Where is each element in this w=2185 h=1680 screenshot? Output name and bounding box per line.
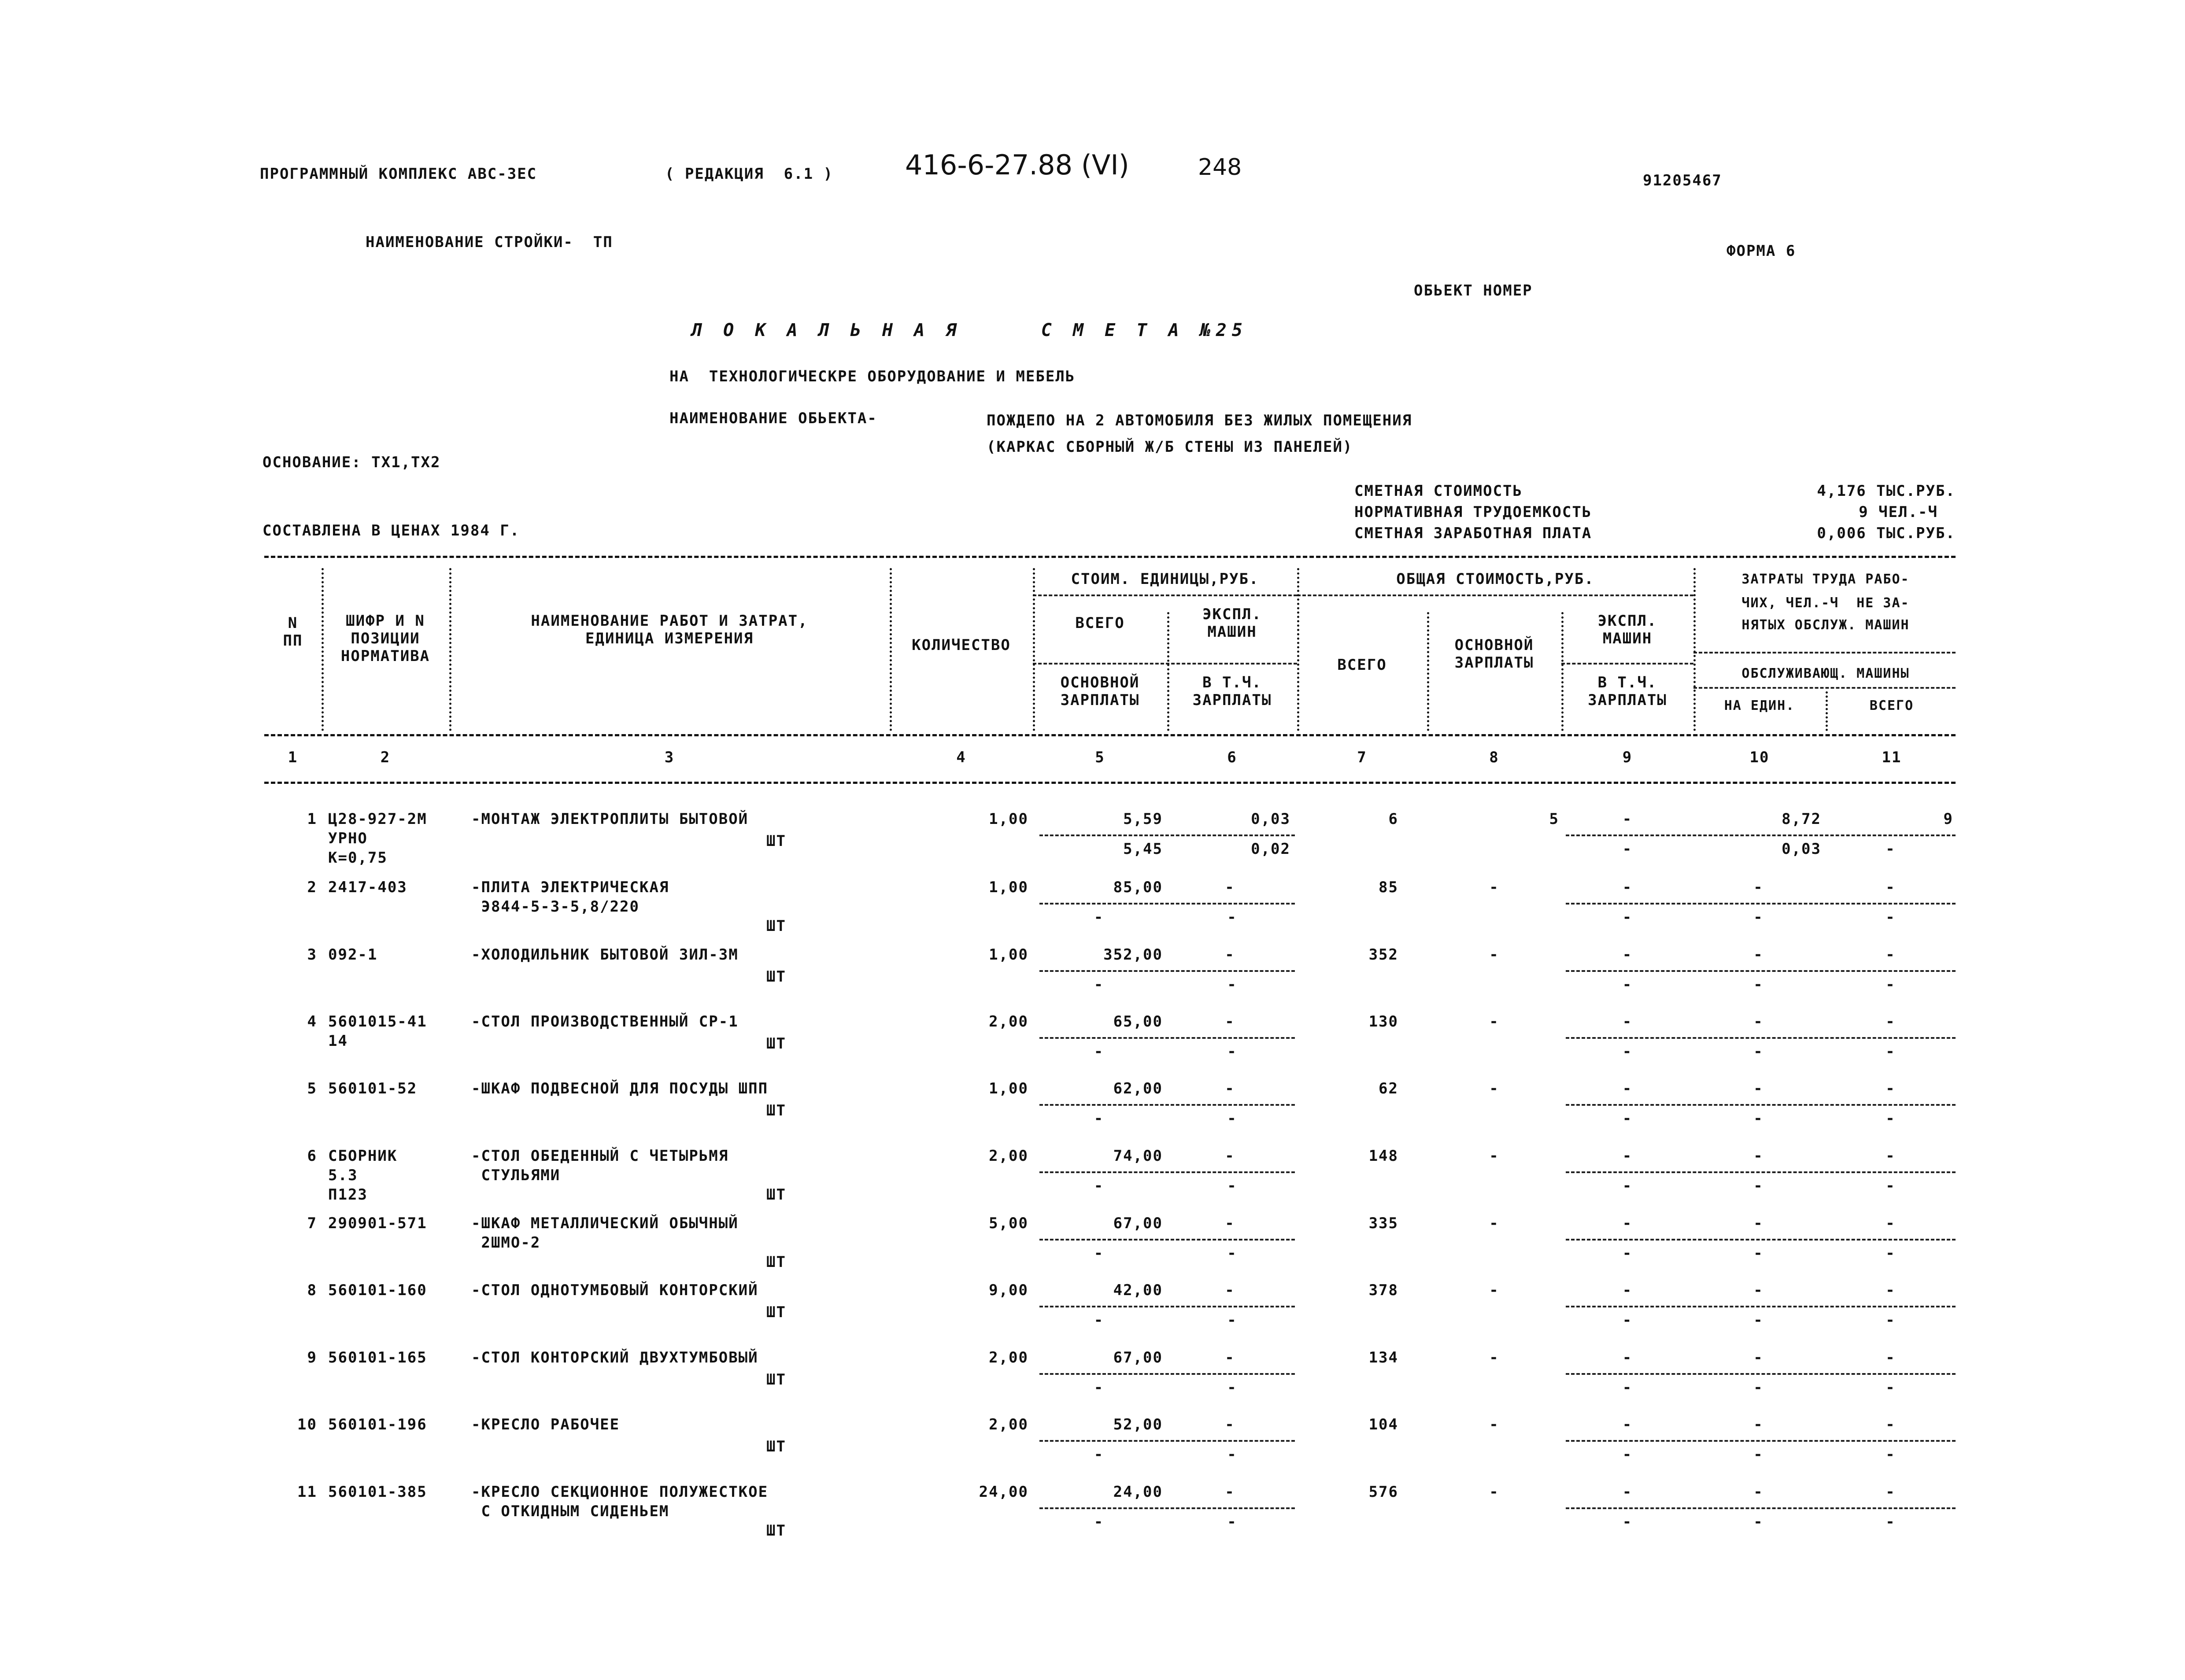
- labor-header-3: НЯТЫХ ОБСЛУЖ. МАШИН: [1741, 617, 1910, 633]
- row-labor-total-b: -: [1886, 908, 1896, 926]
- row-total-incl: -: [1622, 1446, 1633, 1463]
- row-total-mach: -: [1622, 1147, 1633, 1165]
- table-top-rule: [264, 556, 1956, 558]
- row-total-incl: -: [1622, 1244, 1633, 1262]
- row-code: 2417-403: [328, 879, 407, 896]
- row-code: 5.3: [328, 1167, 358, 1184]
- row-code: 14: [328, 1032, 348, 1050]
- document-number: 91205467: [1643, 172, 1722, 189]
- row-unit-mach: -: [1225, 879, 1235, 896]
- page-number: 248: [1198, 154, 1242, 181]
- unit-incl-header-2: ЗАРПЛАТЫ: [1192, 691, 1272, 709]
- col-number-7: 7: [1357, 749, 1367, 766]
- row-total: 148: [1368, 1147, 1398, 1165]
- row-number: 5: [307, 1080, 317, 1097]
- row-quantity: 1,00: [989, 879, 1028, 896]
- row-total-mach: -: [1622, 810, 1633, 828]
- row-total-mach: -: [1622, 1013, 1633, 1030]
- row-total-wage: -: [1489, 1281, 1499, 1299]
- row-unit-total: 85,00: [1113, 879, 1163, 896]
- row-labor-unit-b: -: [1753, 908, 1764, 926]
- row-number: 7: [307, 1215, 317, 1232]
- row-total: 335: [1368, 1215, 1398, 1232]
- row-labor-unit-b: -: [1753, 976, 1764, 993]
- page-title: Л О К А Л Ь Н А Я С М Е Т А №25: [691, 320, 1248, 340]
- row-total-incl: -: [1622, 908, 1633, 926]
- col3-header-line2: ЕДИНИЦА ИЗМЕРЕНИЯ: [585, 630, 754, 647]
- labor-unit-header: НА ЕДИН.: [1724, 698, 1795, 713]
- row-number: 10: [297, 1416, 317, 1433]
- col-sep-6: [1297, 568, 1299, 731]
- row-unit-total: 74,00: [1113, 1147, 1163, 1165]
- unit-cost-header: СТОИМ. ЕДИНИЦЫ,РУБ.: [1071, 570, 1259, 588]
- summary-label-labor: НОРМАТИВНАЯ ТРУДОЕМКОСТЬ: [1354, 503, 1592, 521]
- row-unit-incl: -: [1227, 1043, 1237, 1060]
- row-labor-unit-b: 0,03: [1782, 840, 1821, 858]
- row-labor-total: -: [1886, 1281, 1896, 1299]
- col-number-9: 9: [1622, 749, 1633, 766]
- col-sep-1: [322, 568, 324, 731]
- row-unit: ШТ: [766, 1371, 786, 1388]
- row-unit-mach: -: [1225, 946, 1235, 964]
- row-labor-total-b: -: [1886, 1110, 1896, 1127]
- row-unit-rule: [1039, 1306, 1295, 1307]
- basis-label: ОСНОВАНИЕ: ТХ1,ТХ2: [262, 454, 441, 471]
- row-unit-mach: -: [1225, 1483, 1235, 1501]
- row-number: 3: [307, 946, 317, 964]
- row-total: 85: [1379, 879, 1398, 896]
- row-name: Э844-5-3-5,8/220: [471, 898, 640, 916]
- row-number: 8: [307, 1281, 317, 1299]
- labor-sub-header: ОБСЛУЖИВАЮЩ. МАШИНЫ: [1741, 666, 1910, 681]
- row-unit-total: 52,00: [1113, 1416, 1163, 1433]
- unit-cost-rule: [1033, 594, 1297, 596]
- row-unit: ШТ: [766, 1035, 786, 1052]
- row-unit-incl: -: [1227, 1513, 1237, 1531]
- row-unit-incl: -: [1227, 1244, 1237, 1262]
- row-total-mach: -: [1622, 946, 1633, 964]
- row-total-wage: 5: [1549, 810, 1559, 828]
- col-number-5: 5: [1095, 749, 1105, 766]
- summary-value-cost: 4,176 ТЫС.РУБ.: [1817, 482, 1956, 500]
- col2-header-line1: ШИФР И N: [346, 612, 425, 630]
- unit-mach-header-2: МАШИН: [1207, 623, 1257, 641]
- row-total-wage: -: [1489, 1147, 1499, 1165]
- row-unit-rule: [1039, 1239, 1295, 1241]
- row-labor-total: -: [1886, 1013, 1896, 1030]
- row-name: СТУЛЬЯМИ: [471, 1167, 561, 1184]
- row-labor-unit: -: [1753, 1147, 1764, 1165]
- summary-label-cost: СМЕТНАЯ СТОИМОСТЬ: [1354, 482, 1523, 500]
- row-total-wage: -: [1489, 1483, 1499, 1501]
- row-labor-total: -: [1886, 946, 1896, 964]
- row-name: -СТОЛ ОДНОТУМБОВЫЙ КОНТОРСКИЙ: [471, 1281, 758, 1299]
- row-total-incl: -: [1622, 1110, 1633, 1127]
- row-total-incl: -: [1622, 1513, 1633, 1531]
- row-labor-total: -: [1886, 1080, 1896, 1097]
- row-labor-total-b: -: [1886, 1446, 1896, 1463]
- row-total-incl: -: [1622, 1311, 1633, 1329]
- form-label: ФОРМА 6: [1727, 242, 1796, 260]
- row-unit-incl: -: [1227, 1110, 1237, 1127]
- row-quantity: 2,00: [989, 1147, 1028, 1165]
- col-number-10: 10: [1749, 749, 1770, 766]
- col3-header-line1: НАИМЕНОВАНИЕ РАБОТ И ЗАТРАТ,: [531, 612, 808, 630]
- row-labor-unit: -: [1753, 1080, 1764, 1097]
- col-number-6: 6: [1227, 749, 1237, 766]
- row-name: -ШКАФ ПОДВЕСНОЙ ДЛЯ ПОСУДЫ ШПП: [471, 1080, 769, 1097]
- col-number-1: 1: [288, 749, 298, 766]
- row-unit-total: 62,00: [1113, 1080, 1163, 1097]
- row-unit-incl: -: [1227, 1446, 1237, 1463]
- col1-header-line2: ПП: [283, 632, 303, 650]
- unit-incl-header-1: В Т.Ч.: [1202, 674, 1262, 691]
- row-unit-wage: -: [1094, 1177, 1104, 1195]
- header-bottom-rule: [264, 734, 1956, 736]
- row-name: -КРЕСЛО СЕКЦИОННОЕ ПОЛУЖЕСТКОЕ: [471, 1483, 769, 1501]
- total-all-header: ВСЕГО: [1337, 656, 1387, 674]
- row-labor-total-b: -: [1886, 1513, 1896, 1531]
- row-code: 560101-385: [328, 1483, 427, 1501]
- row-number: 6: [307, 1147, 317, 1165]
- row-unit-incl: -: [1227, 1379, 1237, 1396]
- row-code: 560101-52: [328, 1080, 418, 1097]
- row-total-wage: -: [1489, 946, 1499, 964]
- row-name: -МОНТАЖ ЭЛЕКТРОПЛИТЫ БЫТОВОЙ: [471, 810, 749, 828]
- row-unit-total: 24,00: [1113, 1483, 1163, 1501]
- row-total-wage: -: [1489, 879, 1499, 896]
- row-code: 290901-571: [328, 1215, 427, 1232]
- row-number: 2: [307, 879, 317, 896]
- numbers-bottom-rule: [264, 782, 1956, 784]
- row-total-mach: -: [1622, 1080, 1633, 1097]
- row-total-wage: -: [1489, 1215, 1499, 1232]
- row-total-rule: [1566, 903, 1956, 905]
- col-sep-7: [1427, 612, 1429, 731]
- labor-header-1: ЗАТРАТЫ ТРУДА РАБО-: [1741, 572, 1910, 587]
- row-unit-incl: 0,02: [1251, 840, 1290, 858]
- row-total-rule: [1566, 1306, 1956, 1307]
- col-number-4: 4: [956, 749, 966, 766]
- row-labor-unit-b: -: [1753, 1244, 1764, 1262]
- program-name: ПРОГРАММНЫЙ КОМПЛЕКС АВС-ЗЕС: [260, 165, 537, 183]
- row-unit-mach: -: [1225, 1080, 1235, 1097]
- row-unit: ШТ: [766, 1186, 786, 1204]
- col-sep-2: [449, 568, 451, 731]
- row-total: 130: [1368, 1013, 1398, 1030]
- col2-header-line3: НОРМАТИВА: [340, 647, 430, 665]
- col2-header-line2: ПОЗИЦИИ: [351, 630, 420, 647]
- row-unit-total: 67,00: [1113, 1215, 1163, 1232]
- row-total-wage: -: [1489, 1349, 1499, 1366]
- row-total: 352: [1368, 946, 1398, 964]
- row-total-wage: -: [1489, 1416, 1499, 1433]
- row-name: С ОТКИДНЫМ СИДЕНЬЕМ: [471, 1503, 669, 1520]
- total-mach-header-1: ЭКСПЛ.: [1597, 612, 1657, 630]
- row-total-rule: [1566, 1440, 1956, 1442]
- row-unit-rule: [1039, 1373, 1295, 1375]
- row-name: -СТОЛ КОНТОРСКИЙ ДВУХТУМБОВЫЙ: [471, 1349, 758, 1366]
- row-unit-rule: [1039, 1104, 1295, 1106]
- row-total-incl: -: [1622, 1379, 1633, 1396]
- row-total-mach: -: [1622, 1349, 1633, 1366]
- row-labor-unit: -: [1753, 879, 1764, 896]
- row-unit-rule: [1039, 1037, 1295, 1039]
- row-unit: ШТ: [766, 917, 786, 935]
- row-unit-mach: -: [1225, 1281, 1235, 1299]
- row-total-rule: [1566, 970, 1956, 972]
- row-unit-incl: -: [1227, 976, 1237, 993]
- row-unit-mach: -: [1225, 1349, 1235, 1366]
- total-incl-header-2: ЗАРПЛАТЫ: [1588, 691, 1667, 709]
- row-labor-unit-b: -: [1753, 1110, 1764, 1127]
- row-name: -КРЕСЛО РАБОЧЕЕ: [471, 1416, 620, 1433]
- row-quantity: 9,00: [989, 1281, 1028, 1299]
- construction-name: НАИМЕНОВАНИЕ СТРОЙКИ- ТП: [366, 233, 613, 251]
- row-total-incl: -: [1622, 1177, 1633, 1195]
- row-unit-total: 352,00: [1103, 946, 1163, 964]
- labor-total-header: ВСЕГО: [1869, 698, 1914, 713]
- row-labor-total: 9: [1943, 810, 1953, 828]
- row-unit-total: 67,00: [1113, 1349, 1163, 1366]
- row-total-mach: -: [1622, 1215, 1633, 1232]
- row-total: 134: [1368, 1349, 1398, 1366]
- row-unit: ШТ: [766, 1303, 786, 1321]
- row-unit-wage: -: [1094, 1446, 1104, 1463]
- row-unit-incl: -: [1227, 908, 1237, 926]
- row-total-rule: [1566, 834, 1956, 836]
- row-code: Ц28-927-2М: [328, 810, 427, 828]
- row-total-rule: [1566, 1239, 1956, 1241]
- total-cost-rule: [1297, 594, 1693, 596]
- row-total-incl: -: [1622, 840, 1633, 858]
- total-cost-rule-2: [1561, 663, 1693, 665]
- row-unit-total: 5,59: [1123, 810, 1163, 828]
- col-number-3: 3: [664, 749, 675, 766]
- row-labor-unit: 8,72: [1782, 810, 1821, 828]
- row-labor-total-b: -: [1886, 1177, 1896, 1195]
- document-code: 416-6-27.88 (VI): [905, 149, 1129, 181]
- row-total: 104: [1368, 1416, 1398, 1433]
- row-name: -СТОЛ ОБЕДЕННЫЙ С ЧЕТЫРЬМЯ: [471, 1147, 729, 1165]
- row-labor-unit: -: [1753, 1013, 1764, 1030]
- row-unit-wage: -: [1094, 1043, 1104, 1060]
- row-total-wage: -: [1489, 1080, 1499, 1097]
- row-labor-total: -: [1886, 1147, 1896, 1165]
- row-unit: ШТ: [766, 1522, 786, 1540]
- row-labor-total: -: [1886, 1483, 1896, 1501]
- row-labor-unit-b: -: [1753, 1043, 1764, 1060]
- row-unit-wage: -: [1094, 1379, 1104, 1396]
- row-labor-total-b: -: [1886, 840, 1896, 858]
- row-unit-rule: [1039, 1507, 1295, 1509]
- row-total-mach: -: [1622, 879, 1633, 896]
- row-labor-total: -: [1886, 1349, 1896, 1366]
- col-number-8: 8: [1489, 749, 1499, 766]
- row-total-rule: [1566, 1507, 1956, 1509]
- row-total-wage: -: [1489, 1013, 1499, 1030]
- row-name: -ХОЛОДИЛЬНИК БЫТОВОЙ ЗИЛ-ЗМ: [471, 946, 739, 964]
- total-wage-header-2: ЗАРПЛАТЫ: [1454, 654, 1534, 672]
- row-unit-wage: -: [1094, 1311, 1104, 1329]
- row-code: К=0,75: [328, 849, 388, 867]
- col-number-11: 11: [1882, 749, 1902, 766]
- row-labor-unit-b: -: [1753, 1379, 1764, 1396]
- row-unit-rule: [1039, 834, 1295, 836]
- summary-label-wage: СМЕТНАЯ ЗАРАБОТНАЯ ПЛАТА: [1354, 524, 1592, 542]
- object-name-line-1: ПОЖДЕПО НА 2 АВТОМОБИЛЯ БЕЗ ЖИЛЫХ ПОМЕЩЕНИЯ: [987, 412, 1412, 429]
- row-unit-incl: -: [1227, 1177, 1237, 1195]
- row-total-rule: [1566, 1171, 1956, 1173]
- row-unit-total: 65,00: [1113, 1013, 1163, 1030]
- row-total: 378: [1368, 1281, 1398, 1299]
- row-labor-unit-b: -: [1753, 1177, 1764, 1195]
- row-code: 560101-160: [328, 1281, 427, 1299]
- row-number: 9: [307, 1349, 317, 1366]
- object-name-line-2: (КАРКАС СБОРНЫЙ Ж/Б СТЕНЫ ИЗ ПАНЕЛЕЙ): [987, 438, 1353, 456]
- row-unit: ШТ: [766, 832, 786, 850]
- col1-header-line1: N: [288, 614, 298, 632]
- row-quantity: 24,00: [979, 1483, 1028, 1501]
- row-total-mach: -: [1622, 1416, 1633, 1433]
- row-number: 4: [307, 1013, 317, 1030]
- row-labor-unit: -: [1753, 946, 1764, 964]
- total-mach-header-2: МАШИН: [1602, 630, 1653, 647]
- row-labor-unit: -: [1753, 1349, 1764, 1366]
- row-unit-mach: -: [1225, 1013, 1235, 1030]
- row-labor-total: -: [1886, 879, 1896, 896]
- row-labor-unit: -: [1753, 1416, 1764, 1433]
- total-wage-header-1: ОСНОВНОЙ: [1454, 636, 1534, 654]
- row-labor-total: -: [1886, 1215, 1896, 1232]
- row-labor-total-b: -: [1886, 1043, 1896, 1060]
- row-quantity: 1,00: [989, 946, 1028, 964]
- row-unit: ШТ: [766, 1253, 786, 1271]
- unit-wage-header-2: ЗАРПЛАТЫ: [1060, 691, 1140, 709]
- row-unit-incl: -: [1227, 1311, 1237, 1329]
- row-number: 1: [307, 810, 317, 828]
- row-code: 092-1: [328, 946, 378, 964]
- row-total-rule: [1566, 1104, 1956, 1106]
- labor-header-2: ЧИХ, ЧЕЛ.-Ч НЕ ЗА-: [1741, 595, 1910, 611]
- row-labor-unit: -: [1753, 1281, 1764, 1299]
- row-quantity: 2,00: [989, 1349, 1028, 1366]
- summary-value-labor: 9 ЧЕЛ.-Ч: [1859, 503, 1938, 521]
- row-unit-wage: -: [1094, 1110, 1104, 1127]
- row-unit: ШТ: [766, 1102, 786, 1119]
- row-unit: ШТ: [766, 1438, 786, 1455]
- edition-label: ( РЕДАКЦИЯ 6.1 ): [665, 165, 833, 183]
- total-cost-header: ОБЩАЯ СТОИМОСТЬ,РУБ.: [1396, 570, 1594, 588]
- row-name: -ШКАФ МЕТАЛЛИЧЕСКИЙ ОБЫЧНЫЙ: [471, 1215, 739, 1232]
- unit-wage-header-1: ОСНОВНОЙ: [1060, 674, 1140, 691]
- row-labor-unit-b: -: [1753, 1446, 1764, 1463]
- row-labor-total-b: -: [1886, 1311, 1896, 1329]
- summary-value-wage: 0,006 ТЫС.РУБ.: [1817, 524, 1956, 542]
- prices-label: СОСТАВЛЕНА В ЦЕНАХ 1984 Г.: [262, 522, 520, 539]
- object-number-label: ОБЬЕКТ НОМЕР: [1414, 282, 1533, 299]
- row-unit-rule: [1039, 1440, 1295, 1442]
- labor-rule: [1693, 652, 1956, 654]
- row-code: УРНО: [328, 830, 368, 847]
- unit-mach-header-1: ЭКСПЛ.: [1202, 606, 1262, 623]
- row-code: 5601015-41: [328, 1013, 427, 1030]
- row-total-rule: [1566, 1037, 1956, 1039]
- row-unit-wage: -: [1094, 1513, 1104, 1531]
- row-total-incl: -: [1622, 976, 1633, 993]
- row-unit-mach: -: [1225, 1147, 1235, 1165]
- unit-cost-rule-2: [1033, 663, 1297, 665]
- col4-header: КОЛИЧЕСТВО: [912, 636, 1011, 654]
- row-quantity: 1,00: [989, 810, 1028, 828]
- row-quantity: 2,00: [989, 1013, 1028, 1030]
- row-total-incl: -: [1622, 1043, 1633, 1060]
- row-code: П123: [328, 1186, 368, 1204]
- row-labor-total-b: -: [1886, 976, 1896, 993]
- row-labor-total-b: -: [1886, 1379, 1896, 1396]
- row-name: -ПЛИТА ЭЛЕКТРИЧЕСКАЯ: [471, 879, 669, 896]
- unit-total-header: ВСЕГО: [1075, 614, 1125, 632]
- labor-rule-2: [1693, 687, 1956, 689]
- row-labor-unit: -: [1753, 1483, 1764, 1501]
- row-total-mach: -: [1622, 1281, 1633, 1299]
- row-labor-total: -: [1886, 1416, 1896, 1433]
- row-unit-wage: 5,45: [1123, 840, 1163, 858]
- row-unit-rule: [1039, 970, 1295, 972]
- row-total: 62: [1379, 1080, 1398, 1097]
- row-total: 576: [1368, 1483, 1398, 1501]
- row-quantity: 2,00: [989, 1416, 1028, 1433]
- row-code: СБОРНИК: [328, 1147, 398, 1165]
- row-total-mach: -: [1622, 1483, 1633, 1501]
- col-number-2: 2: [380, 749, 391, 766]
- estimate-subject: НА ТЕХНОЛОГИЧЕСКРЕ ОБОРУДОВАНИЕ И МЕБЕЛЬ: [669, 368, 1076, 385]
- object-name-label: НАИМЕНОВАНИЕ ОБЬЕКТА-: [669, 410, 877, 427]
- row-unit-mach: -: [1225, 1215, 1235, 1232]
- row-total: 6: [1388, 810, 1398, 828]
- row-name: -СТОЛ ПРОИЗВОДСТВЕННЫЙ СР-1: [471, 1013, 739, 1030]
- row-unit-mach: 0,03: [1251, 810, 1290, 828]
- row-code: 560101-165: [328, 1349, 427, 1366]
- row-unit-rule: [1039, 1171, 1295, 1173]
- row-total-rule: [1566, 1373, 1956, 1375]
- row-name: 2ШМО-2: [471, 1234, 541, 1252]
- row-labor-total-b: -: [1886, 1244, 1896, 1262]
- row-number: 11: [297, 1483, 317, 1501]
- row-labor-unit: -: [1753, 1215, 1764, 1232]
- row-quantity: 5,00: [989, 1215, 1028, 1232]
- row-unit-wage: -: [1094, 976, 1104, 993]
- row-labor-unit-b: -: [1753, 1513, 1764, 1531]
- row-unit-wage: -: [1094, 1244, 1104, 1262]
- row-unit-rule: [1039, 903, 1295, 905]
- row-code: 560101-196: [328, 1416, 427, 1433]
- row-unit-total: 42,00: [1113, 1281, 1163, 1299]
- total-incl-header-1: В Т.Ч.: [1597, 674, 1657, 691]
- row-unit-mach: -: [1225, 1416, 1235, 1433]
- row-labor-unit-b: -: [1753, 1311, 1764, 1329]
- row-unit: ШТ: [766, 968, 786, 986]
- row-unit-wage: -: [1094, 908, 1104, 926]
- row-quantity: 1,00: [989, 1080, 1028, 1097]
